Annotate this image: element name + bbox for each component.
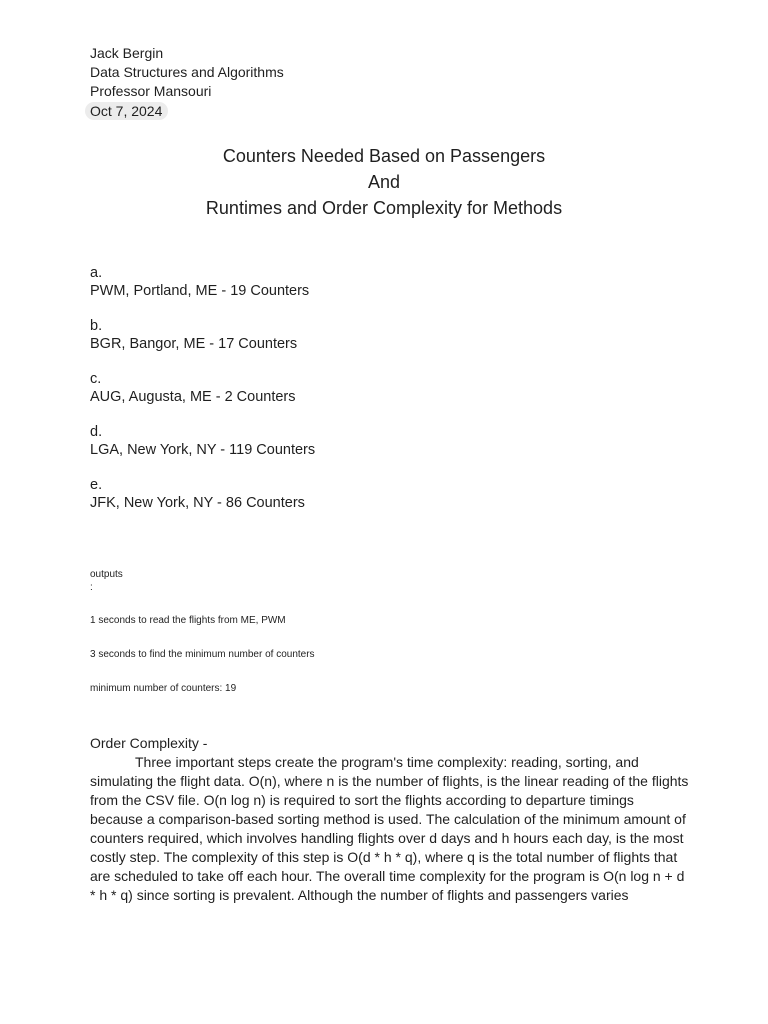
answer-letter: e. [90,477,103,493]
answer-text: LGA, New York, NY - 119 Counters [90,442,316,458]
answer-letter: b. [90,318,103,334]
answer-item [90,476,690,512]
answer-item [90,423,690,459]
outputs-label: outputs [90,569,123,580]
date-chip[interactable]: Oct 7, 2024 [85,102,168,120]
output-line: 1 seconds to read the flights from ME, PWM [90,615,286,626]
answer-text: BGR, Bangor, ME - 17 Counters [90,336,298,352]
answer-letter: d. [90,424,103,440]
answer-item [90,317,690,353]
answer-text: JFK, New York, NY - 86 Counters [90,495,305,511]
complexity-paragraph: Three important steps create the program's time complexity: reading, sorting, and simulating the flight data. O(n), where n is the number of flights, is the linear reading of the flights from the CSV file. O(n log n) is required to sort the flights according to departure timings because a comparison-based sorting method is used. The calculation of the minimum amount of counters required, which involves handling flights over d days and h hours each day, is the most costly step. The complexity of this step is O(d * h * q), where q is the total number of flights that are scheduled to take off each hour. The overall time complexity for the program is O(n log n + d * h * q) since sorting is prevalent. Although the number of flights and passengers varies [90,754,689,903]
answer-text: AUG, Augusta, ME - 2 Counters [90,389,296,405]
answer-letter: c. [90,371,102,387]
program-outputs [90,568,690,716]
order-complexity-section [90,734,690,905]
author-name: Jack Bergin [90,45,164,61]
output-line: minimum number of counters: 19 [90,683,237,694]
course-name: Data Structures and Algorithms [90,64,284,80]
answer-item [90,264,690,300]
complexity-heading: Order Complexity - [90,735,208,751]
document-header [90,44,690,121]
outputs-colon: : [90,582,93,593]
answer-letter: a. [90,265,103,281]
professor-name: Professor Mansouri [90,83,212,99]
document-title [0,143,768,221]
title-line-2: And [367,172,401,192]
title-line-3: Runtimes and Order Complexity for Methods [205,198,563,218]
output-line: 3 seconds to find the minimum number of counters [90,649,315,660]
answer-item [90,370,690,406]
title-line-1: Counters Needed Based on Passengers [222,146,546,166]
answer-text: PWM, Portland, ME - 19 Counters [90,283,310,299]
answer-list [90,264,690,529]
